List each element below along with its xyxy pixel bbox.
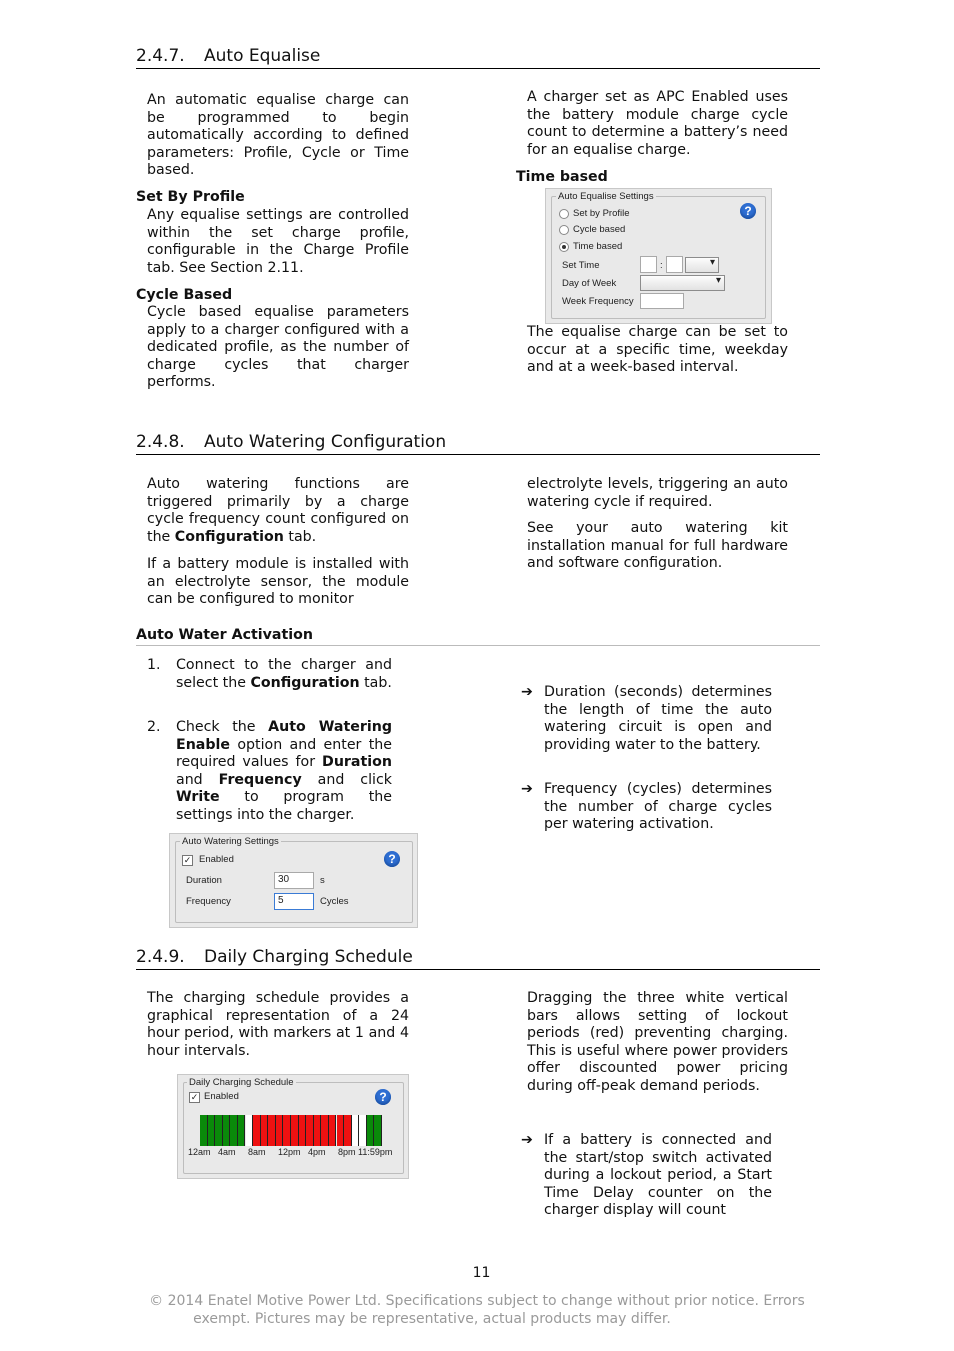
enabled-checkbox[interactable]: ✓ — [183, 855, 192, 865]
schedule-hour-segment[interactable] — [314, 1115, 322, 1146]
group-title: Auto Equalise Settings — [558, 191, 654, 202]
schedule-drag-text: Dragging the three white vertical bars allows setting of lockout periods (red) preventing charging. This is useful where power providers offer discounted power pricing during off-peak demand periods. — [527, 990, 788, 1094]
footer-line-1: © 2014 Enatel Motive Power Ltd. Specifications subject to change without prior notice. Errors — [149, 1293, 805, 1309]
apc-text: A charger set as APC Enabled uses the battery module charge cycle count to determine a battery’s need for an equalise charge. — [527, 89, 788, 158]
minute-input[interactable] — [666, 256, 683, 273]
help-icon[interactable]: ? — [740, 203, 756, 219]
time-based-heading: Time based — [516, 169, 608, 185]
set-time-label: Set Time — [562, 260, 600, 271]
text: option and enter the required values for — [176, 736, 392, 771]
schedule-hour-segment[interactable] — [291, 1115, 299, 1146]
section-number: 2.4.8. — [136, 432, 185, 452]
group-title: Daily Charging Schedule — [189, 1077, 294, 1088]
day-of-week-dropdown[interactable] — [640, 275, 725, 291]
footer-line-2: exempt. Pictures may be representative, actual products may differ. — [193, 1311, 671, 1327]
schedule-hour-segment[interactable] — [329, 1115, 337, 1146]
text: tab. — [359, 674, 392, 691]
bullet-frequency — [521, 781, 772, 853]
equalise-intro: An automatic equalise charge can be programmed to begin automatically according to defined parameters: Profile, Cycle or Time based. — [147, 92, 409, 179]
schedule-hour-segment[interactable] — [276, 1115, 284, 1146]
schedule-hour-segment[interactable] — [283, 1115, 291, 1146]
text: Connect to the charger and select the — [176, 657, 392, 691]
list-text — [176, 657, 392, 692]
watering-manual-text: See your auto watering kit installation manual for full hardware and software configuration. — [527, 520, 788, 572]
enabled-label: Enabled — [204, 1091, 239, 1102]
frequency-input[interactable]: 5 — [274, 893, 314, 910]
time-separator: : — [660, 260, 663, 271]
radio-label: Cycle based — [573, 224, 626, 235]
daily-charging-schedule-panel — [177, 1074, 409, 1179]
frequency-label: Frequency — [186, 896, 231, 907]
set-by-profile-text: Any equalise settings are controlled within the set charge profile, configurable in the Charge Profile tab. See Section 2.11. — [147, 207, 409, 276]
bullet-lockout — [521, 1132, 772, 1222]
enabled-checkbox[interactable]: ✓ — [190, 1092, 199, 1102]
schedule-hour-segment[interactable] — [261, 1115, 269, 1146]
schedule-hour-segment[interactable] — [359, 1115, 367, 1146]
radio-set-by-profile[interactable] — [559, 209, 569, 219]
schedule-time-label: 8pm — [338, 1147, 356, 1157]
duration-label: Duration — [186, 875, 222, 886]
schedule-hour-segment[interactable] — [352, 1115, 360, 1146]
hour-input[interactable] — [640, 256, 657, 273]
bullet-text: Duration (seconds) determines the length of time the auto watering circuit is open and providing water to the battery. — [544, 684, 772, 753]
arrow-icon: ➔ — [521, 1132, 533, 1148]
arrow-icon: ➔ — [521, 781, 533, 797]
enabled-label: Enabled — [199, 854, 234, 865]
list-number: 1. — [147, 657, 161, 673]
list-text — [176, 719, 392, 825]
schedule-hour-segment[interactable] — [246, 1115, 254, 1146]
schedule-time-label: 12pm — [278, 1147, 301, 1157]
schedule-time-label: 4am — [218, 1147, 236, 1157]
auto-equalise-settings-panel — [545, 188, 772, 324]
bullet-text: Frequency (cycles) determines the number of charge cycles per watering activation. — [544, 781, 772, 833]
auto-water-activation-heading: Auto Water Activation — [136, 627, 313, 643]
group-title: Auto Watering Settings — [182, 836, 279, 847]
schedule-hour-segment[interactable] — [208, 1115, 216, 1146]
bullet-text: If a battery is connected and the start/stop switch activated during a lockout period, a Start Time Delay counter on the charger display will count — [544, 1132, 772, 1219]
text: and — [176, 771, 219, 788]
list-number: 2. — [147, 719, 161, 735]
section-heading-auto-equalise — [136, 46, 820, 69]
schedule-hour-segment[interactable] — [374, 1115, 382, 1146]
list-item — [147, 719, 392, 825]
schedule-hour-segment[interactable] — [306, 1115, 314, 1146]
radio-label: Time based — [573, 241, 623, 252]
time-based-text: The equalise charge can be set to occur at a specific time, weekday and at a week-based interval. — [527, 324, 788, 376]
schedule-time-label: 4pm — [308, 1147, 326, 1157]
schedule-hour-segment[interactable] — [200, 1115, 208, 1146]
duration-input[interactable]: 30 — [274, 872, 314, 889]
text: to program the settings into the charger. — [176, 789, 392, 823]
ampm-dropdown[interactable] — [685, 257, 719, 273]
cycle-based-text: Cycle based equalise parameters apply to a charger configured with a dedicated profile, as the number of charge cycles that charger performs. — [147, 304, 409, 391]
day-of-week-label: Day of Week — [562, 278, 617, 289]
radio-label: Set by Profile — [573, 208, 630, 219]
auto-watering-settings-panel — [169, 833, 418, 928]
text-bold: Auto Watering Enable — [176, 719, 392, 753]
schedule-hour-segment[interactable] — [299, 1115, 307, 1146]
text: Check the — [176, 719, 269, 735]
week-frequency-label: Week Frequency — [562, 296, 634, 307]
watering-electrolyte-text: electrolyte levels, triggering an auto watering cycle if required. — [527, 476, 788, 510]
set-by-profile-heading: Set By Profile — [136, 189, 245, 205]
schedule-time-label: 8am — [248, 1147, 266, 1157]
list-item — [147, 657, 392, 709]
section-number: 2.4.9. — [136, 947, 185, 967]
watering-intro — [147, 476, 409, 546]
section-heading-daily-schedule — [136, 947, 820, 970]
schedule-bar[interactable] — [200, 1115, 382, 1146]
schedule-hour-segment[interactable] — [321, 1115, 329, 1146]
schedule-hour-segment[interactable] — [238, 1115, 246, 1146]
cycle-based-heading: Cycle Based — [136, 287, 233, 303]
text-bold: Configuration — [174, 528, 284, 545]
text-bold: Frequency — [218, 771, 302, 788]
radio-cycle-based[interactable] — [559, 225, 569, 235]
week-frequency-input[interactable] — [640, 293, 684, 309]
divider — [136, 645, 820, 646]
radio-time-based[interactable] — [559, 242, 569, 252]
schedule-hour-segment[interactable] — [337, 1115, 345, 1146]
text: tab. — [283, 528, 317, 545]
schedule-time-labels — [186, 1147, 400, 1159]
schedule-hour-segment[interactable] — [268, 1115, 276, 1146]
section-number: 2.4.7. — [136, 46, 185, 66]
schedule-intro: The charging schedule provides a graphical representation of a 24 hour period, with markers at 1 and 4 hour intervals. — [147, 990, 409, 1059]
schedule-hour-segment[interactable] — [344, 1115, 352, 1146]
bullet-duration — [521, 684, 772, 774]
help-icon[interactable]: ? — [384, 851, 400, 867]
schedule-hour-segment[interactable] — [253, 1115, 261, 1146]
section-title: Auto Equalise — [204, 46, 321, 66]
arrow-icon: ➔ — [521, 684, 533, 700]
section-heading-auto-watering — [136, 432, 820, 455]
page-number: 11 — [472, 1265, 491, 1281]
schedule-time-label: 11:59pm — [358, 1147, 393, 1157]
text-bold: Duration — [322, 754, 392, 771]
watering-sensor-text: If a battery module is installed with an electrolyte sensor, the module can be configured to monitor — [147, 556, 409, 608]
schedule-time-label: 12am — [188, 1147, 211, 1157]
frequency-unit: Cycles — [320, 896, 349, 907]
schedule-hour-segment[interactable] — [215, 1115, 223, 1146]
text-bold: Write — [176, 789, 220, 806]
schedule-hour-segment[interactable] — [367, 1115, 375, 1146]
section-title: Daily Charging Schedule — [204, 947, 413, 967]
schedule-hour-segment[interactable] — [230, 1115, 238, 1146]
text-bold: Configuration — [250, 674, 360, 691]
text: and click — [301, 771, 392, 788]
schedule-hour-segment[interactable] — [223, 1115, 231, 1146]
section-title: Auto Watering Configuration — [204, 432, 447, 452]
help-icon[interactable]: ? — [375, 1089, 391, 1105]
text: Auto watering functions are triggered primarily by a charge cycle frequency count configured on the — [147, 476, 409, 545]
duration-unit: s — [320, 875, 325, 886]
